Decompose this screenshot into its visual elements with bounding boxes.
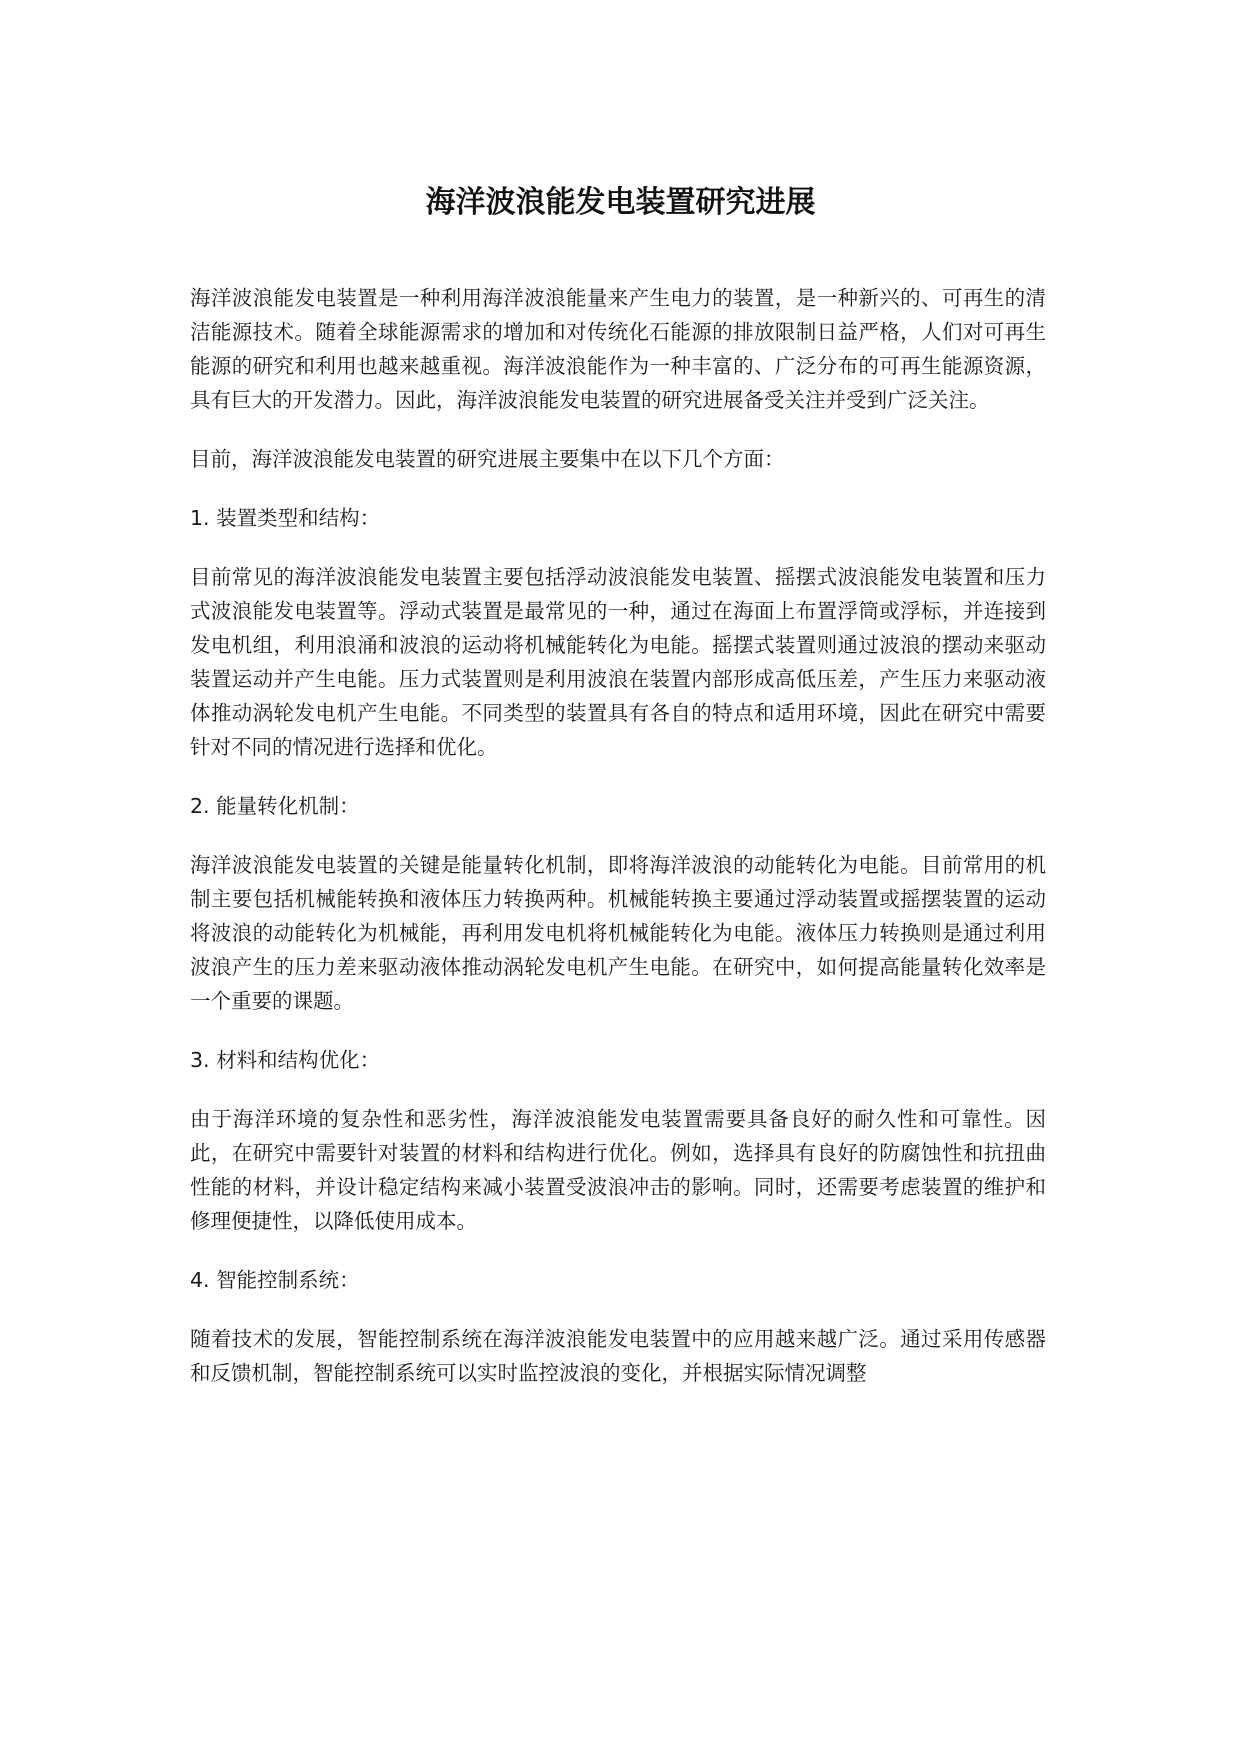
- intro-paragraph: 海洋波浪能发电装置是一种利用海洋波浪能量来产生电力的装置，是一种新兴的、可再生的清洁能源技术。随着全球能源需求的增加和对传统化石能源的排放限制日益严格，人们对可再生能源的研究和利用也越来越重视。海洋波浪能作为一种丰富的、广泛分布的可再生能源资源，具有巨大的开发潜力。因此，海洋波浪能发电装置的研究进展备受关注并受到广泛关注。: [190, 286, 1046, 412]
- section-heading-materials: 3. 材料和结构优化：: [190, 1048, 381, 1072]
- energy-conversion-paragraph: 海洋波浪能发电装置的关键是能量转化机制，即将海洋波浪的动能转化为电能。目前常用的机制主要包括机械能转换和液体压力转换两种。机械能转换主要通过浮动装置或摇摆装置的运动将波浪的动能转化为机械能，再利用发电机将机械能转化为电能。液体压力转换则是通过利用波浪产生的压力差来驱动液体推动涡轮发电机产生电能。在研究中，如何提高能量转化效率是一个重要的课题。: [190, 853, 1046, 1013]
- document-title: 海洋波浪能发电装置研究进展: [425, 185, 816, 220]
- overview-paragraph: 目前，海洋波浪能发电装置的研究进展主要集中在以下几个方面：: [190, 447, 785, 471]
- document-body: [190, 281, 1046, 1415]
- materials-paragraph: 由于海洋环境的复杂性和恶劣性，海洋波浪能发电装置需要具备良好的耐久性和可靠性。因此，在研究中需要针对装置的材料和结构进行优化。例如，选择具有良好的防腐蚀性和抗扭曲性能的材料，并设计稳定结构来减小装置受波浪冲击的影响。同时，还需要考虑装置的维护和修理便捷性，以降低使用成本。: [190, 1107, 1046, 1233]
- smart-control-paragraph: 随着技术的发展，智能控制系统在海洋波浪能发电装置中的应用越来越广泛。通过采用传感器和反馈机制，智能控制系统可以实时监控波浪的变化，并根据实际情况调整: [190, 1327, 1046, 1385]
- section-heading-smart-control: 4. 智能控制系统：: [190, 1268, 360, 1292]
- section-heading-device-types: 1. 装置类型和结构：: [190, 506, 381, 530]
- device-types-paragraph: 目前常见的海洋波浪能发电装置主要包括浮动波浪能发电装置、摇摆式波浪能发电装置和压力式波浪能发电装置等。浮动式装置是最常见的一种，通过在海面上布置浮筒或浮标，并连接到发电机组，利用浪涌和波浪的运动将机械能转化为电能。摇摆式装置则通过波浪的摆动来驱动装置运动并产生电能。压力式装置则是利用波浪在装置内部形成高低压差，产生压力来驱动液体推动涡轮发电机产生电能。不同类型的装置具有各自的特点和适用环境，因此在研究中需要针对不同的情况进行选择和优化。: [190, 565, 1046, 759]
- section-heading-energy-conversion: 2. 能量转化机制：: [190, 794, 360, 818]
